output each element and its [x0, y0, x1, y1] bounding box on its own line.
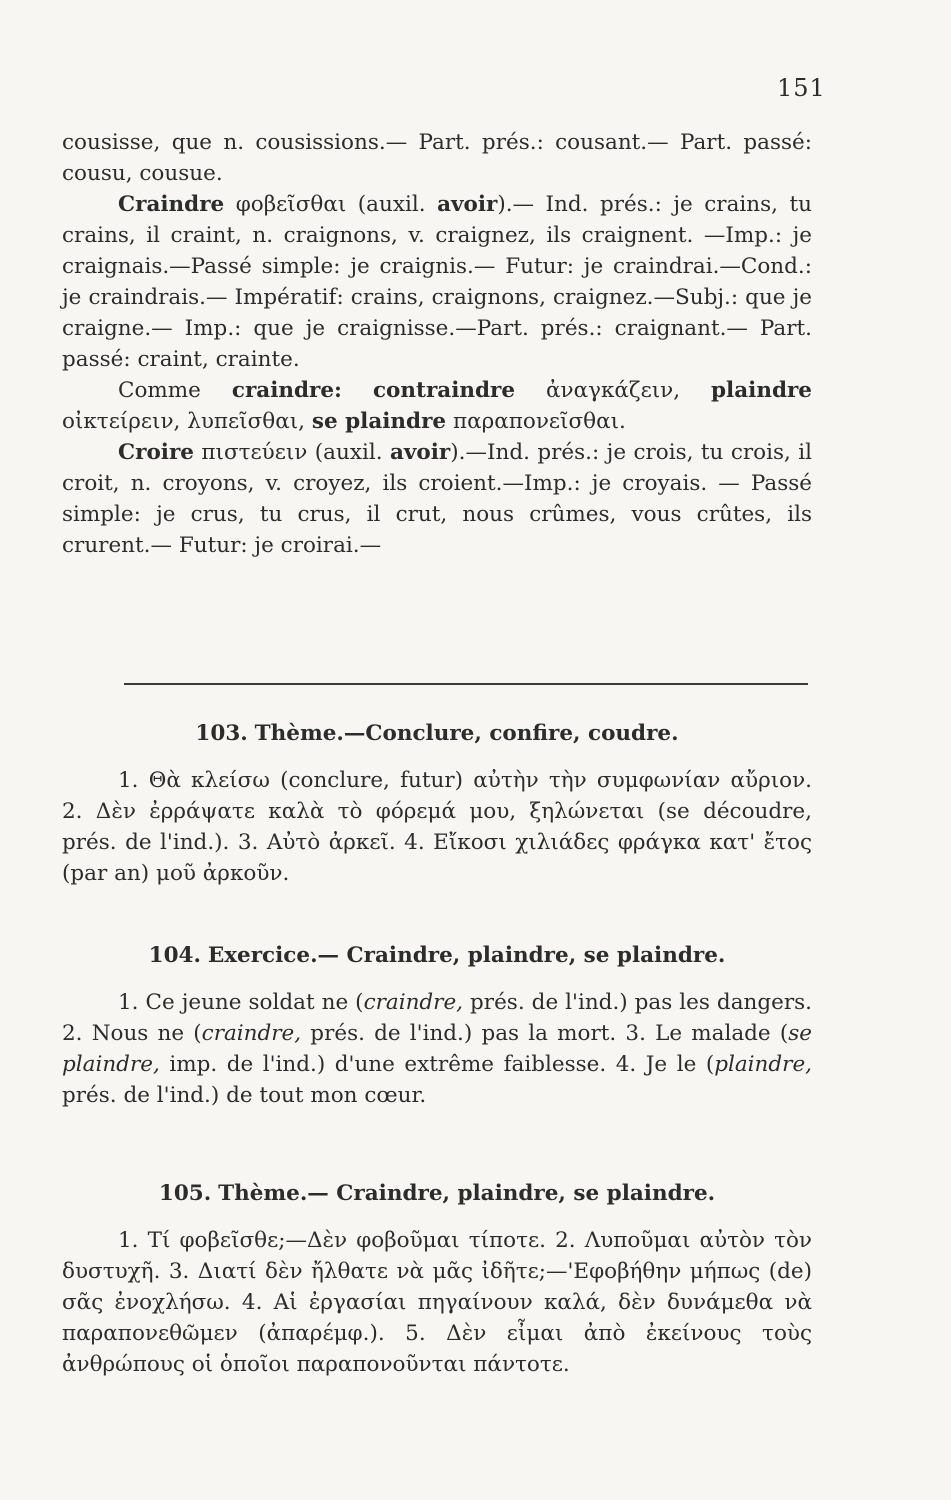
- section-103-number: 103.: [195, 721, 248, 746]
- section-103-body: 1. Θὰ κλείσω (conclure, futur) αὐτὴν τὴν συμφωνίαν αὔριον. 2. Δὲν ἐρράψατε καλὰ τὸ φόρεμά μου, ξηλώνεται (se découdre, prés. de l'ind.). 3. Αὐτὸ ἀρκεῖ. 4. Εἴκοσι χιλιάδες φράγκα κατ' ἔτος (par an) μοῦ ἀρκοῦν.: [62, 768, 812, 886]
- exercise-verb: craindre,: [363, 990, 464, 1015]
- craindre-auxiliary: avoir: [437, 192, 498, 217]
- comme-prefix: Comme: [118, 378, 232, 403]
- se-plaindre-gloss: παραπονεῖσθαι.: [446, 409, 626, 434]
- se-plaindre-headword: se plaindre: [311, 409, 447, 434]
- horizontal-divider: [124, 683, 808, 685]
- exercise-text: imp. de l'ind.) d'une extrême faiblesse. 4. Je le (: [159, 1052, 715, 1077]
- cousisse-paragraph: cousisse, que n. cousissions.— Part. prés.: cousant.— Part. passé: cousu, cousue.: [62, 130, 812, 186]
- conjugation-block: [62, 127, 812, 561]
- exercise-verb: craindre,: [201, 1021, 302, 1046]
- exercise-verb: plaindre,: [714, 1052, 812, 1077]
- exercise-text: prés. de l'ind.) de tout mon cœur.: [62, 1083, 427, 1108]
- section-104-title: Exercice.— Craindre, plaindre, se plaindre.: [207, 943, 726, 968]
- croire-conjugation: ).—Ind. prés.: je crois, tu crois, il croit, n. croyons, v. croyez, ils croient.—Imp.: je croyais. — Passé simple: je crus, tu crus, il crut, nous crûmes, vous crûtes, ils crurent.— Futur: je croirai.—: [62, 440, 813, 558]
- plaindre-headword: plaindre: [711, 378, 812, 403]
- section-104: [62, 940, 812, 1111]
- exercise-text: prés. de l'ind.) pas la mort. 3. Le malade (: [301, 1021, 789, 1046]
- craindre-conjugation: ).— Ind. prés.: je crains, tu crains, il craint, n. craignons, v. craignez, ils craignent. —Imp.: je craignais.—Passé simple: je craignis.— Futur: je craindrai.—Cond.: je craindrais.— Impératif: crains, craignons, craignez.—Subj.: que je craigne.— Imp.: que je craignisse.—Part. prés.: craignant.— Part. passé: craint, crainte.: [62, 192, 812, 372]
- section-105: [62, 1178, 812, 1380]
- section-103-heading: [62, 718, 812, 749]
- exercise-text: 1. Ce jeune soldat ne (: [118, 990, 364, 1015]
- section-104-number: 104.: [148, 943, 201, 968]
- section-104-heading: [62, 940, 812, 971]
- section-103: [62, 718, 812, 889]
- section-105-number: 105.: [158, 1181, 212, 1206]
- section-105-title: Thème.— Craindre, plaindre, se plaindre.: [218, 1181, 716, 1206]
- comme-craindre-paragraph: [62, 375, 812, 437]
- exercise-verb: se plaindre,: [62, 1021, 812, 1077]
- craindre-paragraph: [62, 189, 812, 375]
- comme-craindre-label: craindre:: [231, 378, 342, 403]
- croire-paragraph: [62, 437, 812, 561]
- croire-auxiliary: avoir: [390, 440, 451, 465]
- contraindre-headword: contraindre: [372, 378, 516, 403]
- section-103-title: Thème.—Conclure, confire, coudre.: [254, 721, 679, 746]
- section-105-heading: [62, 1178, 812, 1209]
- craindre-gloss: φοβεῖσθαι (auxil.: [224, 192, 438, 217]
- plaindre-gloss: οἰκτείρειν, λυπεῖσθαι,: [62, 409, 312, 434]
- croire-gloss: πιστεύειν (auxil.: [193, 440, 390, 465]
- section-105-body: 1. Τί φοβεῖσθε;—Δὲν φοβοῦμαι τίποτε. 2. Λυποῦμαι αὐτὸν τὸν δυστυχῆ. 3. Διατί δὲν ἤλθατε νὰ μᾶς ἰδῆτε;—'Εφοβήθην μήπως (de) σᾶς ἐνοχλήσω. 4. Αἱ ἐργασίαι πηγαίνουν καλά, δὲν δυνάμεθα νὰ παραπονεθῶμεν (ἀπαρέμφ.). 5. Δὲν εἶμαι ἀπὸ ἐκείνους τοὺς ἀνθρώπους οἱ ὁποῖοι παραπονοῦνται πάντοτε.: [62, 1228, 812, 1377]
- craindre-headword: Craindre: [118, 192, 225, 217]
- section-104-body: [62, 987, 812, 1111]
- page-number: 151: [777, 74, 826, 102]
- croire-headword: Croire: [118, 440, 194, 465]
- contraindre-gloss: ἀναγκάζειν,: [515, 378, 712, 403]
- exercise-text: prés. de l'ind.) pas les dangers. 2. Nous ne (: [62, 990, 812, 1046]
